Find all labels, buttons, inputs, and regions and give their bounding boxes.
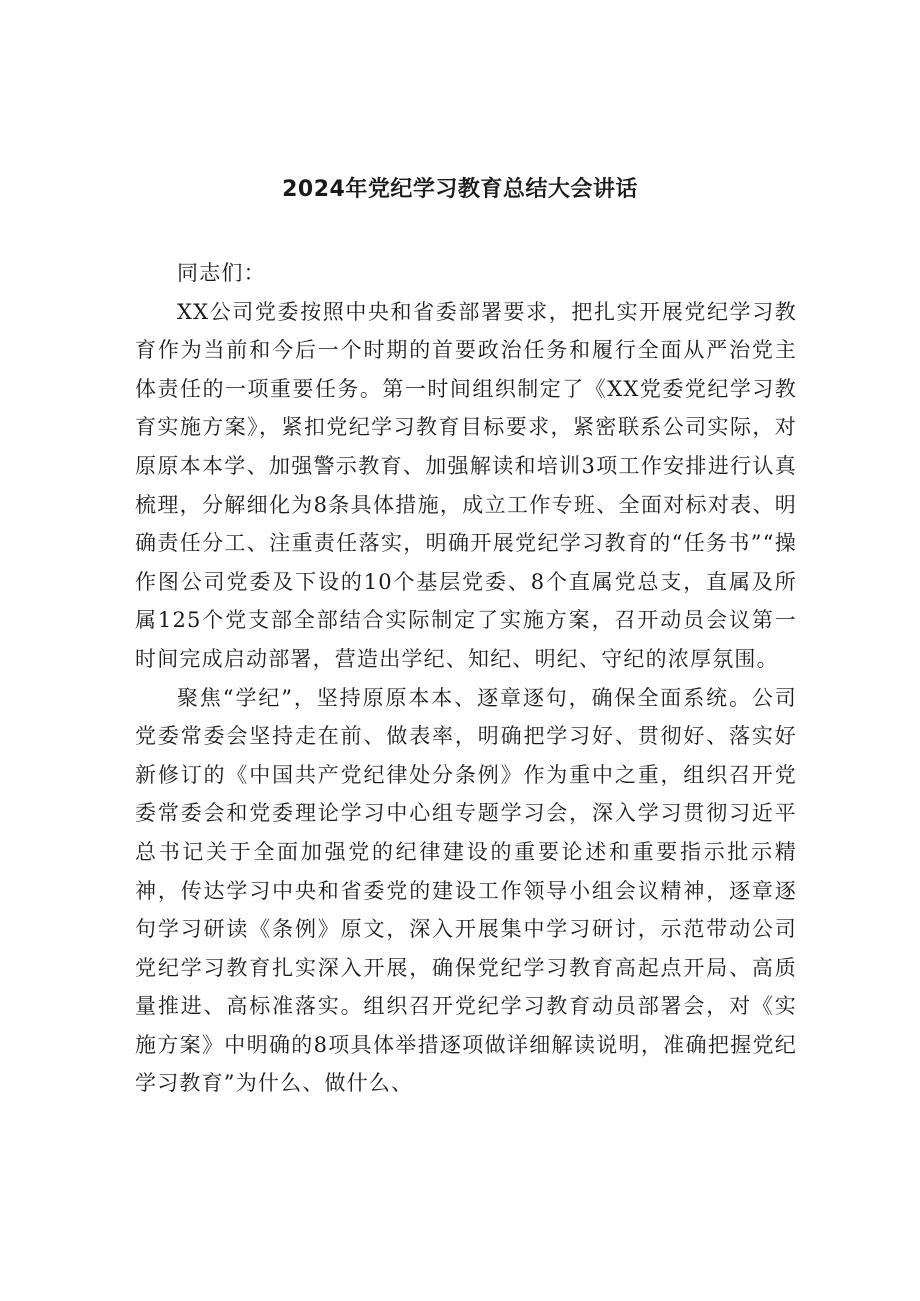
salutation: 同志们： xyxy=(177,261,266,285)
paragraph-1: XX公司党委按照中央和省委部署要求，把扎实开展党纪学习教育作为当前和今后一个时期的首要政治任务和履行全面从严治党主体责任的一项重要任务。第一时间组织制定了《XX党委党纪学习教育实施方案》，紧扣党纪学习教育目标要求，紧密联系公司实际，对原原本本学、加强警示教育、加强解读和培训3项工作安排进行认真梳理，分解细化为8条具体措施，成立工作专班、全面对标对表、明确责任分工、注重责任落实，明确开展党纪学习教育的“任务书”“操作图公司党委及下设的10个基层党委、8个直属党总支，直属及所属125个党支部全部结合实际制定了实施方案，召开动员会议第一时间完成启动部署，营造出学纪、知纪、明纪、守纪的浓厚氛围。 xyxy=(135,299,797,671)
paragraph-2: 聚焦“学纪”，坚持原原本本、逐章逐句，确保全面系统。公司党委常委会坚持走在前、做表率，明确把学习好、贯彻好、落实好新修订的《中国共产党纪律处分条例》作为重中之重，组织召开党委常委会和党委理论学习中心组专题学习会，深入学习贯彻习近平总书记关于全面加强党的纪律建设的重要论述和重要指示批示精神，传达学习中央和省委党的建设工作领导小组会议精神，逐章逐句学习研读《条例》原文，深入开展集中学习研讨，示范带动公司党纪学习教育扎实深入开展，确保党纪学习教育高起点开局、高质量推进、高标准落实。组织召开党纪学习教育动员部署会，对《实施方案》中明确的8项具体举措逐项做详细解读说明，准确把握党纪学习教育”为什么、做什么、 xyxy=(135,685,797,1096)
document-body xyxy=(135,254,797,1103)
document-title: 2024年党纪学习教育总结大会讲话 xyxy=(282,177,638,202)
